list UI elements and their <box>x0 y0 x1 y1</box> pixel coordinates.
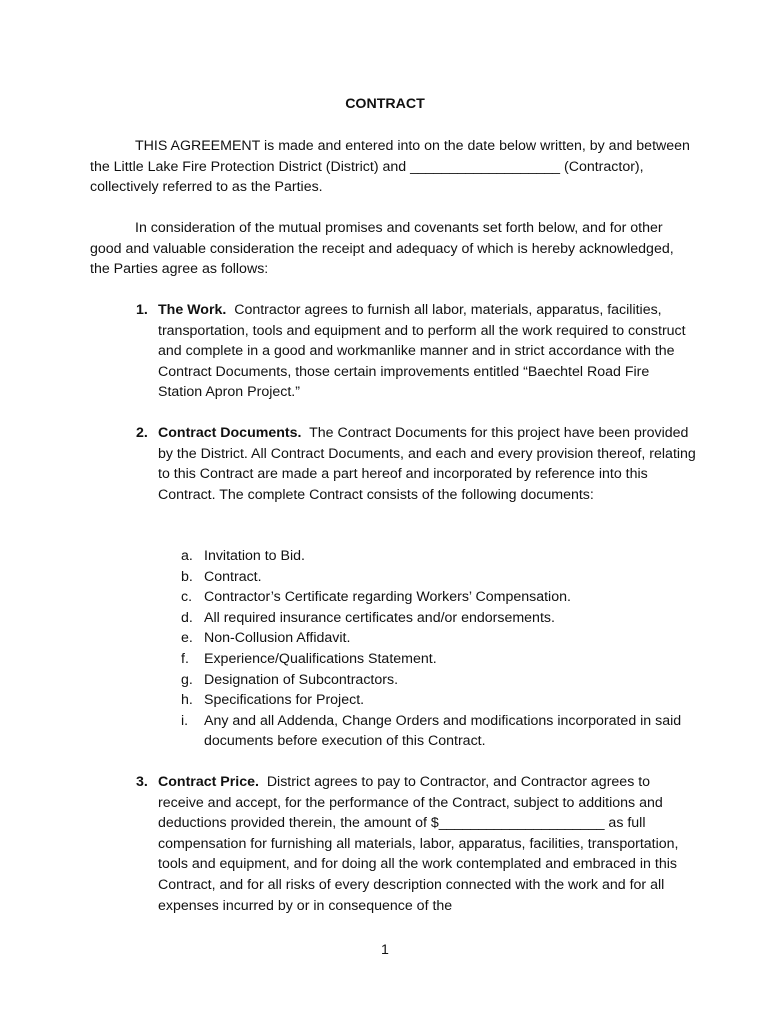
section-number: 3. <box>136 774 148 790</box>
section-body <box>158 300 696 403</box>
list-text: Invitation to Bid. <box>204 548 305 564</box>
list-letter: d. <box>181 609 193 626</box>
list-text: Any and all Addenda, Change Orders and modifications incorporated in said documents before execution of this Contract. <box>204 712 682 750</box>
list-text: Contract. <box>204 568 262 585</box>
list-item <box>181 567 701 588</box>
list-letter: b. <box>181 568 193 585</box>
list-letter: f. <box>181 650 189 667</box>
list-text: Contractor’s Certificate regarding Workers’ Compensation. <box>204 589 571 606</box>
list-text: All required insurance certificates and/or endorsements. <box>204 609 555 626</box>
list-letter: a. <box>181 548 193 564</box>
consideration-paragraph: In consideration of the mutual promises and covenants set forth below, and for other good and valuable consideration the receipt and adequacy of which is hereby acknowledged, the Parties agree as follows: <box>90 220 674 278</box>
section-heading: Contract Documents. <box>158 425 302 441</box>
contract-documents-list <box>181 546 701 752</box>
list-item <box>181 690 701 711</box>
list-text: Experience/Qualifications Statement. <box>204 650 437 667</box>
list-letter: i. <box>181 712 189 729</box>
section-number: 2. <box>136 425 148 441</box>
list-letter: g. <box>181 671 193 688</box>
intro-paragraph: THIS AGREEMENT is made and entered into on the date below written, by and between the Little Lake Fire Protection District (District) and ___________________ (Contractor), collectively referred to as the Parties. <box>90 138 690 196</box>
section-text: District agrees to pay to Contractor, and Contractor agrees to receive and accept, for the performance of the Contract, subject to additions and deductions provided therein, the amount of $_____________________ as full compensation for furnishing all materials, labor, apparatus, facilities, transportation, tools and equipment, and for doing all the work contemplated and embraced in this Contract, and for all risks of every description connected with the work and for all expenses incurred by or in consequence of the <box>158 774 679 914</box>
list-item <box>181 587 701 608</box>
list-item <box>181 608 701 629</box>
page-number: 1 <box>381 942 389 958</box>
section-heading: Contract Price. <box>158 774 259 790</box>
section-body <box>158 423 696 505</box>
contract-title: CONTRACT <box>345 96 425 112</box>
list-item <box>181 670 701 691</box>
section-text: Contractor agrees to furnish all labor, materials, apparatus, facilities, transportation, tools and equipment and to perform all the work required to construct and complete in a good and workmanlike manner and in strict accordance with the Contract Documents, those certain improvements entitled “Baechtel Road Fire Station Apron Project.” <box>158 302 686 401</box>
list-letter: e. <box>181 630 193 647</box>
list-item <box>181 711 701 752</box>
section-the-work <box>136 300 696 403</box>
list-text: Specifications for Project. <box>204 692 365 709</box>
section-contract-price <box>136 772 696 916</box>
list-item <box>181 649 701 670</box>
section-number: 1. <box>136 302 148 318</box>
section-heading: The Work. <box>158 302 227 318</box>
list-text: Non-Collusion Affidavit. <box>204 630 351 647</box>
section-body <box>158 772 696 916</box>
list-text: Designation of Subcontractors. <box>204 671 399 688</box>
section-contract-documents <box>136 423 696 505</box>
list-item <box>181 628 701 649</box>
section-text: The Contract Documents for this project have been provided by the District. All Contract Documents, and each and every provision thereof, relating to this Contract are made a part hereof and incorporated by reference into this Contract. The complete Contract consists of the following documents: <box>158 425 696 503</box>
list-item <box>181 546 701 567</box>
list-letter: h. <box>181 692 193 709</box>
list-letter: c. <box>181 589 193 606</box>
